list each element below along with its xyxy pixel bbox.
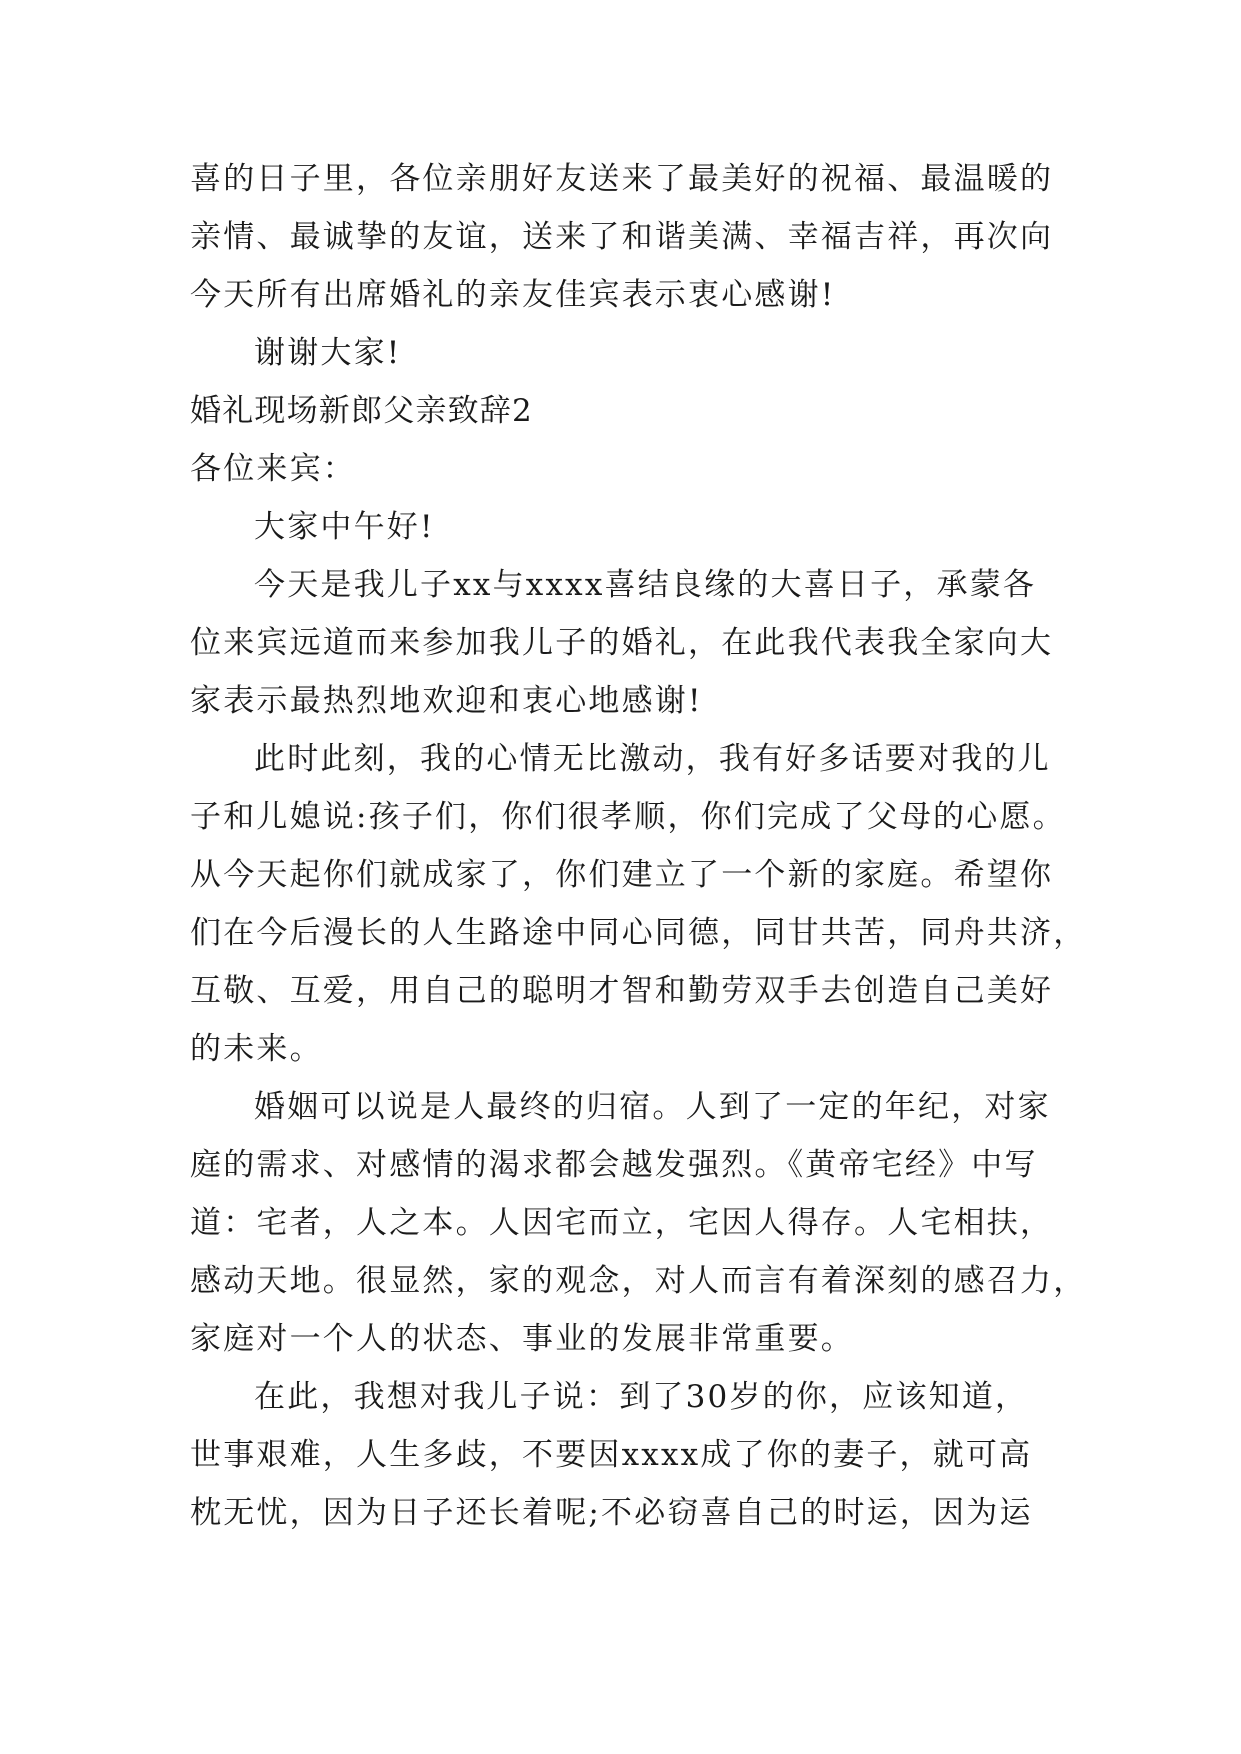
text-line: 喜的日子里，各位亲朋好友送来了最美好的祝福、最温暖的: [190, 161, 1054, 197]
text-line: 感动天地。很显然，家的观念，对人而言有着深刻的感召力，: [190, 1263, 1087, 1299]
text-line: 从今天起你们就成家了，你们建立了一个新的家庭。希望你: [190, 857, 1054, 893]
text-line: 今天所有出席婚礼的亲友佳宾表示衷心感谢!: [190, 277, 836, 313]
text-line: 们在今后漫长的人生路途中同心同德，同甘共苦，同舟共济，: [190, 915, 1087, 951]
text-line: 的未来。: [190, 1031, 323, 1067]
section-title: 婚礼现场新郎父亲致辞2: [190, 393, 533, 429]
text-line: 今天是我儿子xx与xxxx喜结良缘的大喜日子，承蒙各: [254, 567, 1037, 603]
text-line: 大家中午好!: [254, 509, 435, 545]
text-line: 庭的需求、对感情的渴求都会越发强烈。《黄帝宅经》中写: [190, 1147, 1038, 1183]
text-line: 互敬、互爱，用自己的聪明才智和勤劳双手去创造自己美好: [190, 973, 1054, 1009]
text-line: 位来宾远道而来参加我儿子的婚礼，在此我代表我全家向大: [190, 625, 1054, 661]
text-line: 谢谢大家!: [254, 335, 402, 371]
text-line: 在此，我想对我儿子说：到了30岁的你，应该知道，: [254, 1379, 1029, 1415]
text-line: 枕无忧，因为日子还长着呢;不必窃喜自己的时运，因为运: [190, 1495, 1033, 1531]
document-body: [190, 150, 1087, 1542]
text-line: 家庭对一个人的状态、事业的发展非常重要。: [190, 1321, 854, 1357]
text-line: 世事艰难，人生多歧，不要因xxxx成了你的妻子，就可高: [190, 1437, 1033, 1473]
text-line: 婚姻可以说是人最终的归宿。人到了一定的年纪，对家: [254, 1089, 1051, 1125]
text-line: 此时此刻，我的心情无比激动，我有好多话要对我的儿: [254, 741, 1051, 777]
text-line: 道：宅者，人之本。人因宅而立，宅因人得存。人宅相扶，: [190, 1205, 1054, 1241]
salutation: 各位来宾：: [190, 451, 356, 487]
text-line: 子和儿媳说:孩子们，你们很孝顺，你们完成了父母的心愿。: [190, 799, 1066, 835]
text-line: 家表示最热烈地欢迎和衷心地感谢!: [190, 683, 703, 719]
text-line: 亲情、最诚挚的友谊，送来了和谐美满、幸福吉祥，再次向: [190, 219, 1054, 255]
